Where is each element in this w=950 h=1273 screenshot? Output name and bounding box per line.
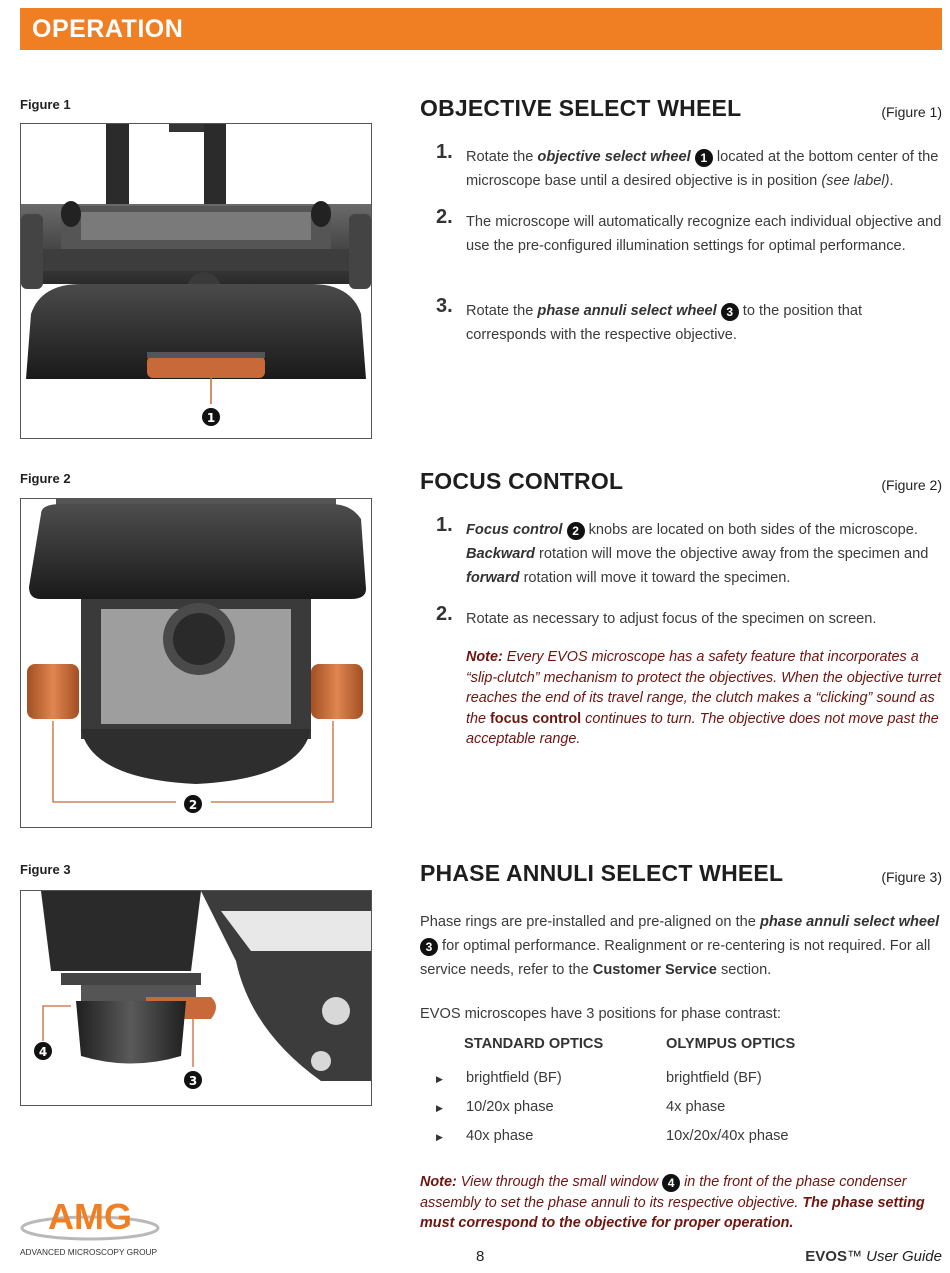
focus-figure-ref: (Figure 2) [881,477,942,493]
callout-2-icon: 2 [567,522,585,540]
callout-4-icon: 4 [662,1174,680,1192]
focus-section-title: FOCUS CONTROL [420,468,624,494]
section-header-title: OPERATION [32,15,184,43]
optics-header-olympus: OLYMPUS OPTICS [666,1036,796,1052]
svg-text:4: 4 [38,1045,48,1059]
svg-text:3: 3 [188,1074,198,1088]
objective-step-2: 2. The microscope will automatically recognize each individual objective and use the pre-configured illumination settings for optimal performance. [436,206,942,254]
figure-3-label: Figure 3 [20,862,71,877]
table-row: ▶ 40x phase 10x/20x/40x phase [436,1128,789,1144]
svg-text:ADVANCED MICROSCOPY GROUP: ADVANCED MICROSCOPY GROUP [20,1247,158,1257]
bullet-arrow-icon: ▶ [436,1132,443,1142]
figure-1-label: Figure 1 [20,97,71,112]
phase-paragraph-2: EVOS microscopes have 3 positions for phase contrast: [420,1006,781,1022]
optics-header-standard: STANDARD OPTICS [464,1036,604,1052]
page-number: 8 [476,1248,485,1265]
callout-3-icon: 3 [721,303,739,321]
phase-section-title: PHASE ANNULI SELECT WHEEL [420,860,784,886]
guide-title: EVOS™ User Guide [805,1248,942,1265]
focus-step-1: 1. Focus control 2 knobs are located on both sides of the microscope. Backward rotation will move the objective away from the specimen and forward rotation will move it toward the specimen. [436,514,929,586]
objective-step-1: 1. Rotate the objective select wheel 1 located at the bottom center of the microscope base until a desired objective is in position (see label). [436,141,939,189]
svg-text:1: 1 [206,411,216,425]
figure-2-label: Figure 2 [20,471,71,486]
callout-1-icon: 1 [695,149,713,167]
phase-paragraph-1: Phase rings are pre-installed and pre-aligned on the phase annuli select wheel 3 for optimal performance. Realignment or re-centering is not required. For all service needs, refer to the Customer Service section. [420,914,940,978]
bullet-arrow-icon: ▶ [436,1074,443,1084]
figure-2-image [20,498,372,828]
svg-text:2: 2 [188,798,198,812]
table-row: ▶ 10/20x phase 4x phase [436,1099,726,1115]
figure-3-image [20,890,372,1106]
section-header-bar [20,8,942,50]
bullet-arrow-icon: ▶ [436,1103,443,1113]
objective-step-3: 3. Rotate the phase annuli select wheel 3 to the position that corresponds with the respective objective. [436,295,863,343]
svg-text:AMG: AMG [48,1196,132,1237]
focus-step-2: 2. Rotate as necessary to adjust focus of the specimen on screen. [436,603,877,627]
objective-figure-ref: (Figure 1) [881,104,942,120]
focus-note: Note: Every EVOS microscope has a safety feature that incorporates a “slip-clutch” mechanism to protect the objectives. When the objective turret reaches the end of its travel range, the clutch makes a “clicking” sound as the focus control continues to turn. The objective does not move past the acceptable range. [466,649,942,747]
figure-1-image [20,123,372,439]
table-row: ▶ brightfield (BF) brightfield (BF) [436,1070,762,1086]
phase-note: Note: View through the small window 4 in the front of the phase condenser assembly to set the phase annuli to its respective objective. The phase setting must correspond to the objective for proper operation. [420,1174,925,1231]
callout-3-icon: 3 [420,938,438,956]
phase-figure-ref: (Figure 3) [881,869,942,885]
objective-section-title: OBJECTIVE SELECT WHEEL [420,95,742,121]
amg-logo [20,1195,170,1264]
